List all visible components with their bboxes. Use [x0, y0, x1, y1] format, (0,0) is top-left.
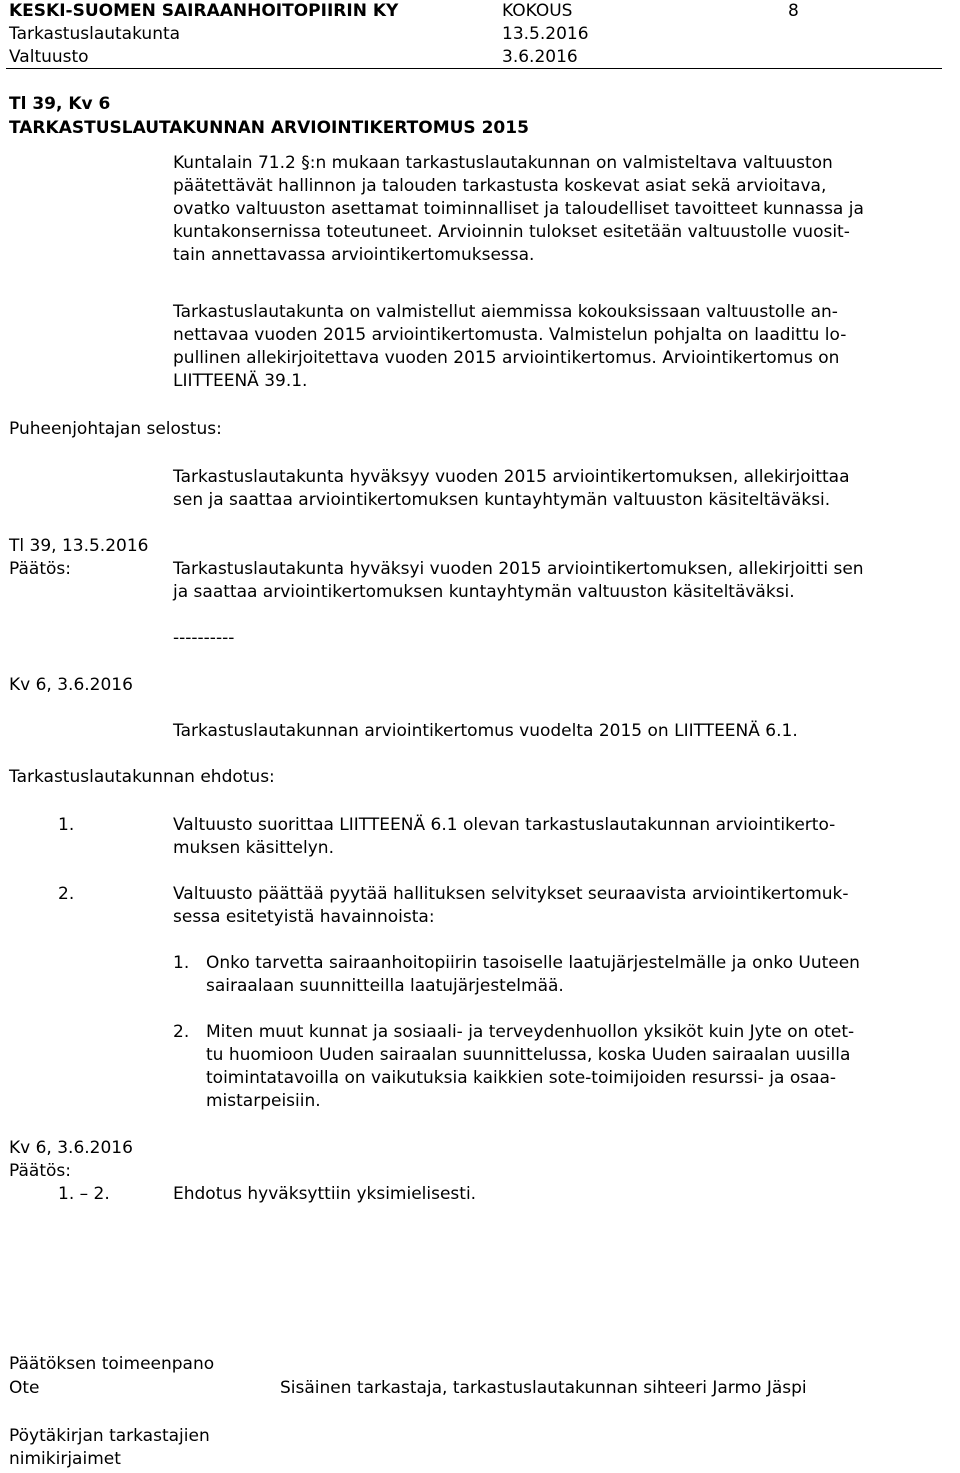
text-line: kuntakonsernissa toteutuneet. Arvioinnin tulokset esitetään valtuustolle vuosit- — [173, 222, 850, 242]
header-council-label: Valtuusto — [9, 47, 89, 67]
section-ref: Tl 39, Kv 6 — [9, 94, 111, 114]
preparation-paragraph — [173, 301, 933, 393]
checkers-label: Pöytäkirjan tarkastajien — [9, 1426, 210, 1446]
text-line: Tarkastuslautakunta hyväksyi vuoden 2015 arviointikertomuksen, allekirjoitti sen — [173, 559, 864, 579]
section-title: TARKASTUSLAUTAKUNNAN ARVIOINTIKERTOMUS 2015 — [9, 118, 529, 138]
kv-reference-2: Kv 6, 3.6.2016 — [9, 1138, 133, 1158]
text-line: Kuntalain 71.2 §:n mukaan tarkastuslautakunnan on valmisteltava valtuuston — [173, 153, 833, 173]
chair-statement-label: Puheenjohtajan selostus: — [9, 419, 222, 439]
sub-item — [206, 1021, 942, 1113]
proposal-number: 1. — [58, 815, 75, 835]
separator: ---------- — [173, 628, 235, 648]
header-body-date: 13.5.2016 — [502, 24, 589, 44]
tl-decision — [173, 558, 933, 604]
text-line: nettavaa vuoden 2015 arviointikertomusta. Valmistelun pohjalta on laadittu lo- — [173, 325, 847, 345]
final-number: 1. – 2. — [58, 1184, 110, 1204]
extract-value: Sisäinen tarkastaja, tarkastuslautakunnan sihteeri Jarmo Jäspi — [280, 1378, 807, 1398]
text-line: ovatko valtuuston asettamat toiminnalliset ja taloudelliset tavoitteet kunnassa ja — [173, 199, 864, 219]
appendix-line: Tarkastuslautakunnan arviointikertomus vuodelta 2015 on LIITTEENÄ 6.1. — [173, 721, 798, 741]
kv-reference: Kv 6, 3.6.2016 — [9, 675, 133, 695]
text-line: Tarkastuslautakunta hyväksyy vuoden 2015 arviointikertomuksen, allekirjoittaa — [173, 467, 850, 487]
text-line: sessa esitetyistä havainnoista: — [173, 907, 435, 927]
implementation-label: Päätöksen toimeenpano — [9, 1354, 215, 1374]
text-line: päätettävät hallinnon ja talouden tarkastusta koskevat asiat sekä arvioitava, — [173, 176, 827, 196]
checkers-label-2: nimikirjaimet — [9, 1449, 121, 1469]
sub-item — [206, 952, 942, 998]
text-line: LIITTEENÄ 39.1. — [173, 371, 308, 391]
text-line: sairaalaan suunnitteilla laatujärjestelmää. — [206, 976, 564, 996]
proposal-item — [173, 814, 933, 860]
header-council-date: 3.6.2016 — [502, 47, 578, 67]
sub-item-number: 1. — [173, 953, 190, 973]
page-number: 8 — [788, 1, 799, 21]
text-line: Valtuusto päättää pyytää hallituksen selvitykset seuraavista arviointikertomuk- — [173, 884, 849, 904]
text-line: Miten muut kunnat ja sosiaali- ja terveydenhuollon yksiköt kuin Jyte on otet- — [206, 1022, 855, 1042]
proposal-item — [173, 883, 933, 929]
text-line: sen ja saattaa arviointikertomuksen kuntayhtymän valtuuston käsiteltäväksi. — [173, 490, 831, 510]
tl-reference: Tl 39, 13.5.2016 — [9, 536, 149, 556]
decision-label: Päätös: — [9, 559, 71, 579]
header-rule — [6, 68, 942, 69]
text-line: toimintatavoilla on vaikutuksia kaikkien sote-toimijoiden resurssi- ja osaa- — [206, 1068, 837, 1088]
final-decision: Ehdotus hyväksyttiin yksimielisesti. — [173, 1184, 477, 1204]
text-line: pullinen allekirjoitettava vuoden 2015 arviointikertomus. Arviointikertomus on — [173, 348, 840, 368]
text-line: Valtuusto suorittaa LIITTEENÄ 6.1 olevan tarkastuslautakunnan arviointikerto- — [173, 815, 836, 835]
sub-item-number: 2. — [173, 1022, 190, 1042]
proposal-label: Tarkastuslautakunnan ehdotus: — [9, 767, 275, 787]
text-line: tain annettavassa arviointikertomuksessa. — [173, 245, 535, 265]
decision-label-2: Päätös: — [9, 1161, 71, 1181]
text-line: Tarkastuslautakunta on valmistellut aiemmissa kokouksissaan valtuustolle an- — [173, 302, 838, 322]
proposal-number: 2. — [58, 884, 75, 904]
text-line: mistarpeisiin. — [206, 1091, 321, 1111]
text-line: ja saattaa arviointikertomuksen kuntayhtymän valtuuston käsiteltäväksi. — [173, 582, 795, 602]
doc-type: KOKOUS — [502, 1, 573, 21]
chair-statement — [173, 466, 933, 512]
intro-paragraph — [173, 152, 933, 267]
text-line: Onko tarvetta sairaanhoitopiirin tasoiselle laatujärjestelmälle ja onko Uuteen — [206, 953, 860, 973]
text-line: tu huomioon Uuden sairaalan suunnittelussa, koska Uuden sairaalan uusilla — [206, 1045, 851, 1065]
org-name: KESKI-SUOMEN SAIRAANHOITOPIIRIN KY — [9, 1, 399, 21]
text-line: muksen käsittelyn. — [173, 838, 334, 858]
header-body-label: Tarkastuslautakunta — [9, 24, 181, 44]
extract-label: Ote — [9, 1378, 40, 1398]
